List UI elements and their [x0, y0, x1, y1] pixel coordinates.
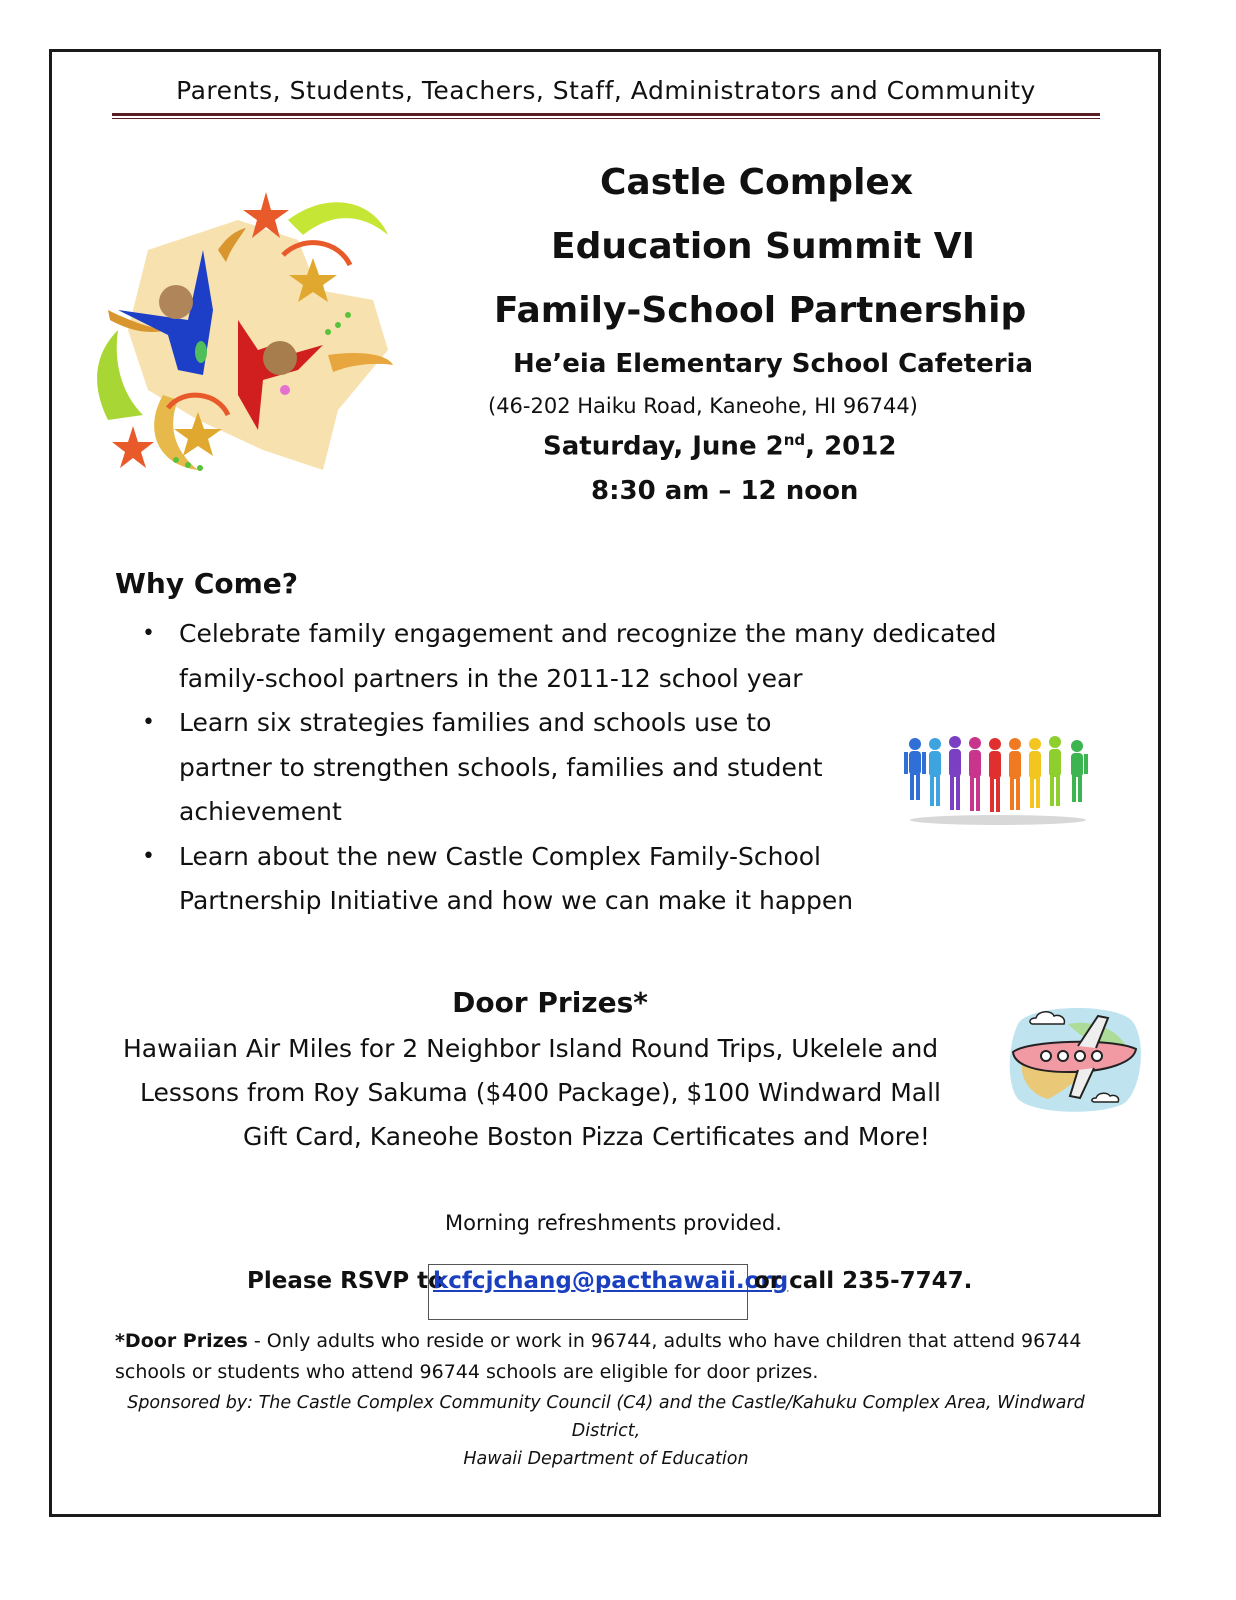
event-title-line2: Education Summit VI	[551, 226, 975, 267]
celebration-clipart-icon	[88, 180, 398, 485]
why-come-list	[140, 612, 1020, 924]
bullet-line: • Celebrate family engagement and recognize the many dedicated	[179, 619, 997, 648]
event-title-line1: Castle Complex	[600, 162, 914, 203]
event-address: (46-202 Haiku Road, Kaneohe, HI 96744)	[488, 394, 918, 418]
footnote-line1	[115, 1326, 1085, 1357]
rsvp-email-link[interactable]: kcfcjchang@pacthawaii.org	[433, 1268, 789, 1294]
door-prizes-line2: Lessons from Roy Sakuma ($400 Package), $100 Windward Mall	[140, 1078, 942, 1107]
refreshments-note: Morning refreshments provided.	[445, 1211, 782, 1235]
list-item	[140, 612, 1020, 701]
door-prizes-line3: Gift Card, Kaneohe Boston Pizza Certificates and More!	[243, 1122, 930, 1151]
list-item	[140, 701, 1020, 835]
door-prizes-line1: Hawaiian Air Miles for 2 Neighbor Island Round Trips, Ukelele and	[123, 1034, 939, 1063]
people-figures-icon	[903, 734, 1093, 826]
event-venue: He’eia Elementary School Cafeteria	[513, 349, 1033, 379]
footnote-line2: schools or students who attend 96744 schools are eligible for door prizes.	[115, 1361, 819, 1383]
sponsor-line2: Hawaii Department of Education	[463, 1449, 749, 1469]
list-item	[140, 835, 1020, 924]
rsvp-suffix: or call 235-7747.	[754, 1268, 973, 1294]
bullet-line: family-school partners in the 2011-12 school year	[179, 663, 803, 693]
header-rule-thin	[112, 118, 1100, 119]
sponsor-line1: Sponsored by: The Castle Complex Community Council (C4) and the Castle/Kahuku Complex Area, Windward District,	[127, 1393, 1085, 1441]
door-prizes-footnote	[115, 1326, 1085, 1388]
event-title-line3: Family-School Partnership	[494, 290, 1027, 331]
header-rule	[112, 113, 1100, 116]
sponsor-credit	[112, 1389, 1100, 1473]
rsvp-prefix: Please RSVP to	[247, 1268, 444, 1294]
bullet-line: Partnership Initiative and how we can make it happen	[179, 886, 854, 915]
audience-line: Parents, Students, Teachers, Staff, Administrators and Community	[176, 76, 1036, 105]
event-date	[543, 431, 896, 462]
date-year: , 2012	[805, 431, 897, 462]
date-suffix: nd	[783, 431, 806, 449]
why-come-heading: Why Come?	[115, 567, 299, 600]
bullet-line: achievement	[179, 797, 342, 826]
bullet-line: • Learn six strategies families and schools use to	[179, 708, 772, 737]
footnote-label: *Door Prizes	[115, 1330, 248, 1352]
event-time: 8:30 am – 12 noon	[591, 476, 859, 506]
date-prefix: Saturday, June 2	[543, 431, 784, 462]
airplane-clipart-icon	[1008, 1004, 1142, 1112]
bullet-line: • Learn about the new Castle Complex Family-School	[179, 841, 821, 871]
door-prizes-heading: Door Prizes*	[452, 986, 648, 1019]
bullet-line: partner to strengthen schools, families and student	[179, 752, 823, 782]
footnote-text: - Only adults who reside or work in 96744, adults who have children that attend 96744	[247, 1330, 1082, 1352]
